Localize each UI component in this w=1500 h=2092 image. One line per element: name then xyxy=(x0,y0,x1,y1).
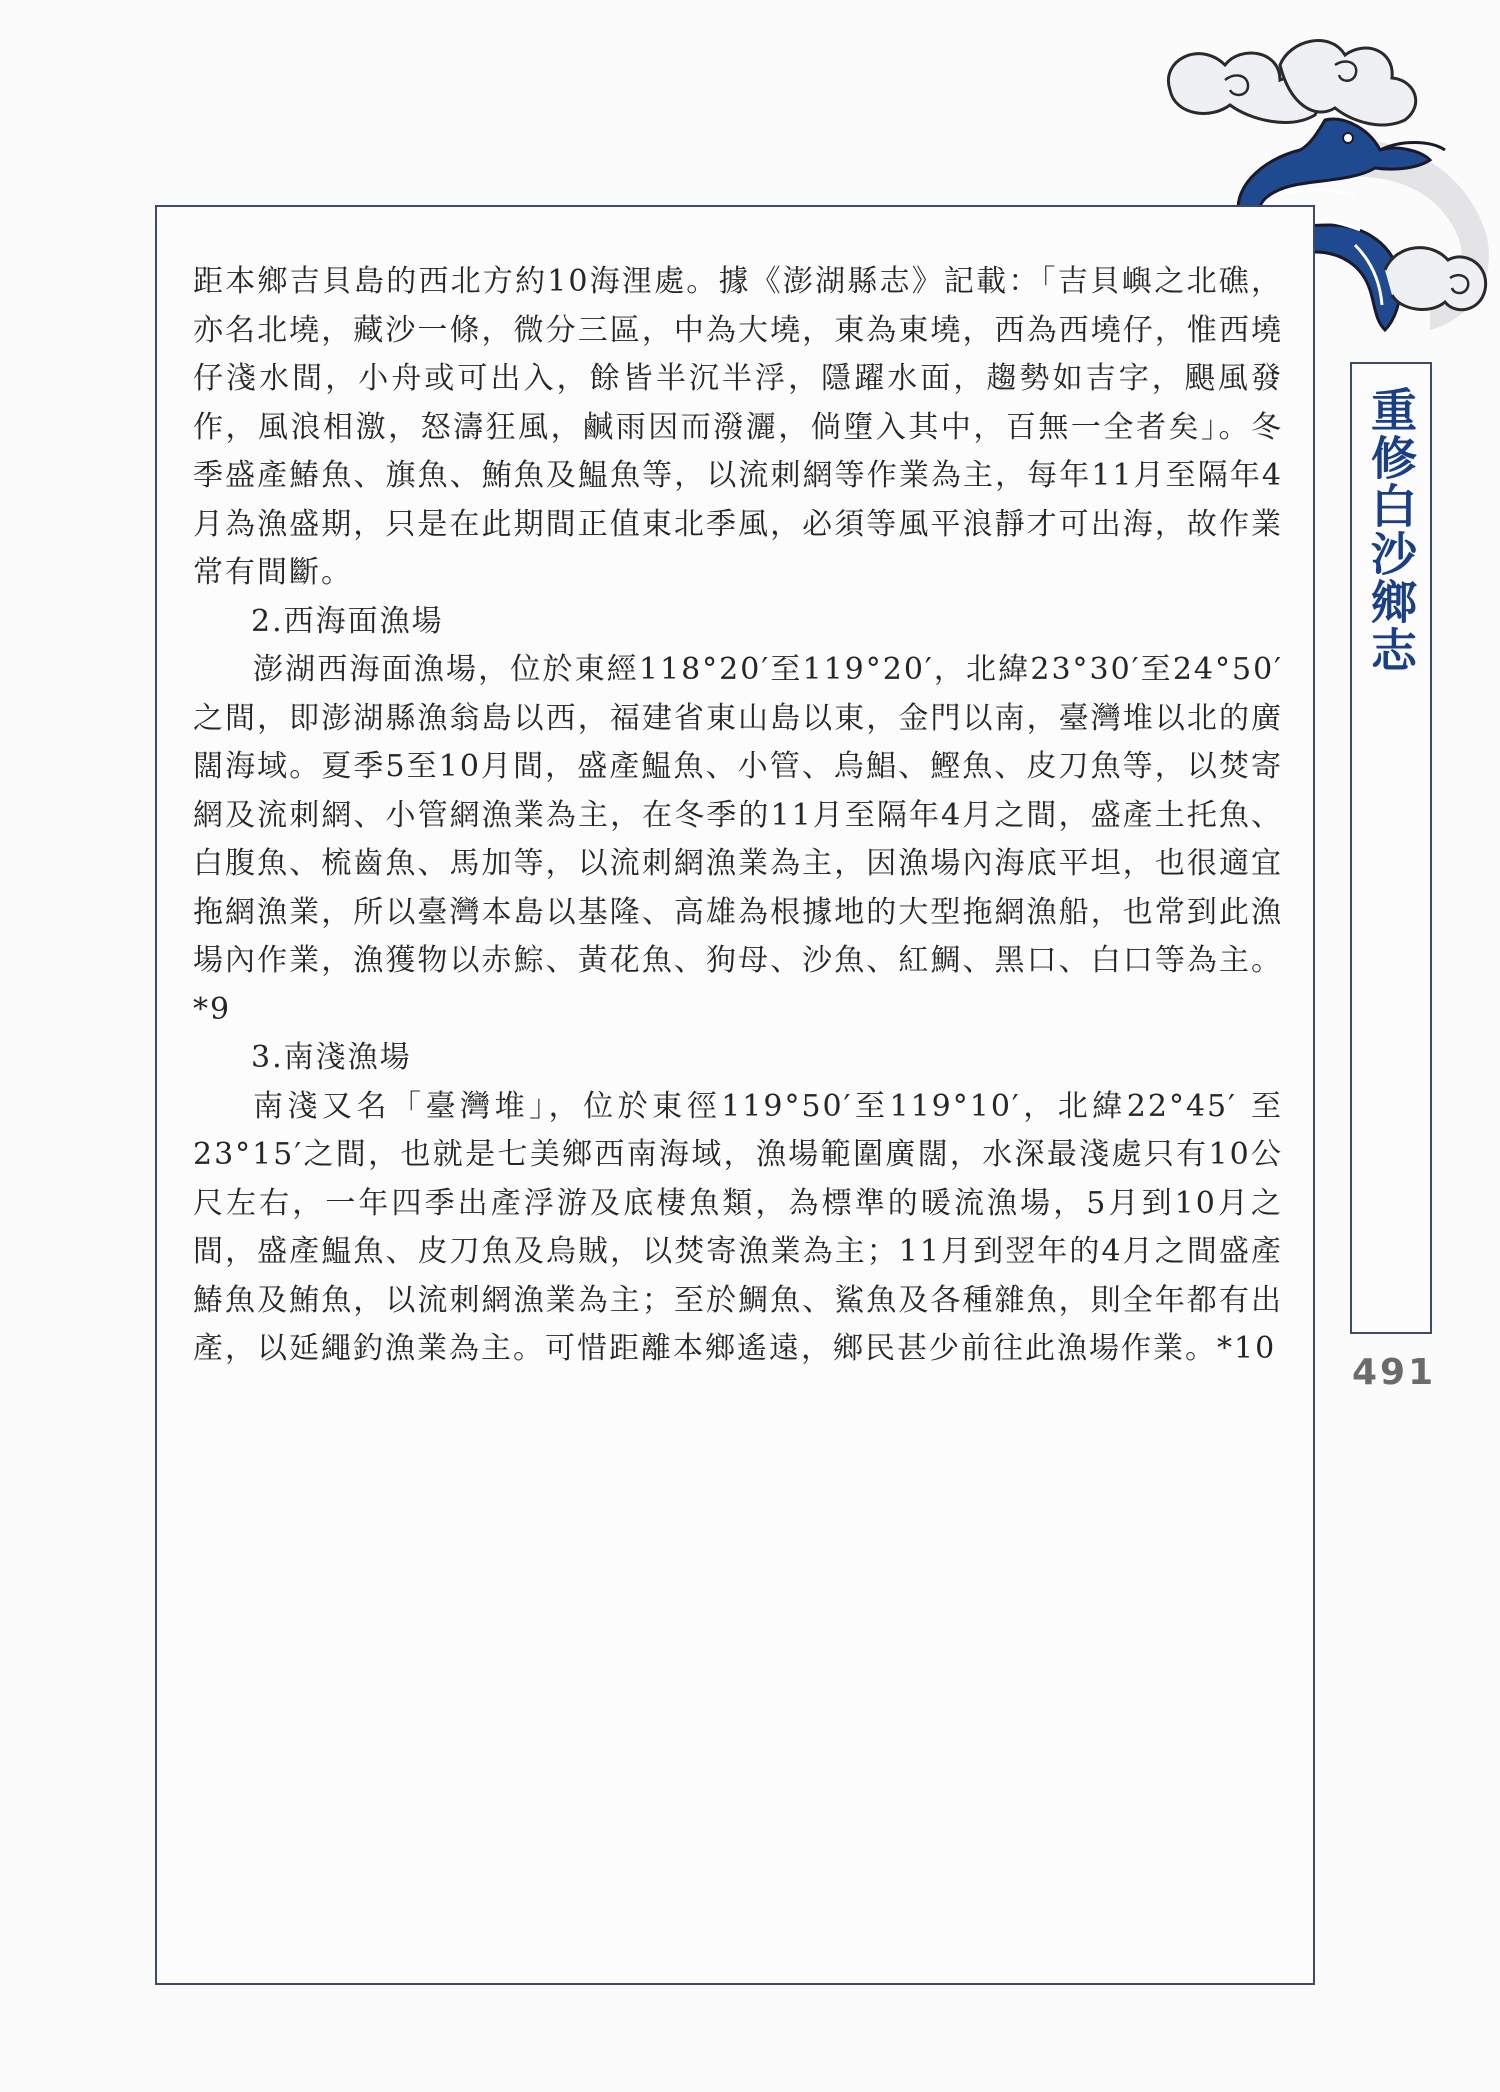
page-number: 491 xyxy=(1352,1352,1437,1393)
section-heading-nanqian: 3.南淺漁場 xyxy=(251,1040,412,1075)
book-title-text: 重修白沙鄉志 xyxy=(1364,386,1418,674)
side-title-tab xyxy=(1350,362,1432,1334)
section-heading-west-sea: 2.西海面漁場 xyxy=(251,603,444,639)
paragraph-intro: 距本鄉吉貝島的西北方約10海浬處。據《澎湖縣志》記載：「吉貝嶼之北礁，亦名北墝，藏沙一條，微分三區，中為大墝，東為東墝，西為西墝仔，惟西墝仔淺水間，小舟或可出入，餘皆半沉半浮，隱躍水面，趨勢如吉字，颶風發作，風浪相激，怒濤狂風，鹹雨因而潑灑，倘墮入其中，百無一全者矣」。冬季盛產鰆魚、旗魚、鮪魚及鰛魚等，以流刺網等作業為主，每年11月至隔年4月為漁盛期，只是在此期間正值東北季風，必須等風平浪靜才可出海，故作業常有間斷。 xyxy=(193,264,1283,590)
book-title xyxy=(1352,386,1430,674)
body-text xyxy=(193,258,1283,1374)
paragraph-nanqian-fishing-ground: 南淺又名「臺灣堆」，位於東徑119°50′至119°10′，北緯22°45′ 至23°15′之間，也就是七美鄉西南海域，漁場範圍廣闊，水深最淺處只有10公尺左右，一年四季出產浮游及底棲魚類，為標準的暖流漁場，5月到10月之間，盛產鰛魚、皮刀魚及烏賊，以焚寄漁業為主；11月到翌年的4月之間盛產鰆魚及鮪魚，以流刺網漁業為主；至於鯛魚、鯊魚及各種雜魚，則全年都有出產，以延繩釣漁業為主。可惜距離本鄉遙遠，鄉民甚少前往此漁場作業。*10 xyxy=(193,1088,1283,1366)
paragraph-west-sea-fishing-ground: 澎湖西海面漁場，位於東經118°20′至119°20′，北緯23°30′至24°50′之間，即澎湖縣漁翁島以西，福建省東山島以東，金門以南，臺灣堆以北的廣闊海域。夏季5至10月間，盛產鰛魚、小管、烏鯧、鰹魚、皮刀魚等，以焚寄網及流刺網、小管網漁業為主，在冬季的11月至隔年4月之間，盛產土托魚、白腹魚、梳齒魚、馬加等，以流刺網漁業為主，因漁場內海底平坦，也很適宜拖網漁業，所以臺灣本島以基隆、高雄為根據地的大型拖網漁船，也常到此漁場內作業，漁獲物以赤鯮、黃花魚、狗母、沙魚、紅鯛、黑口、白口等為主。*9 xyxy=(193,652,1283,1027)
